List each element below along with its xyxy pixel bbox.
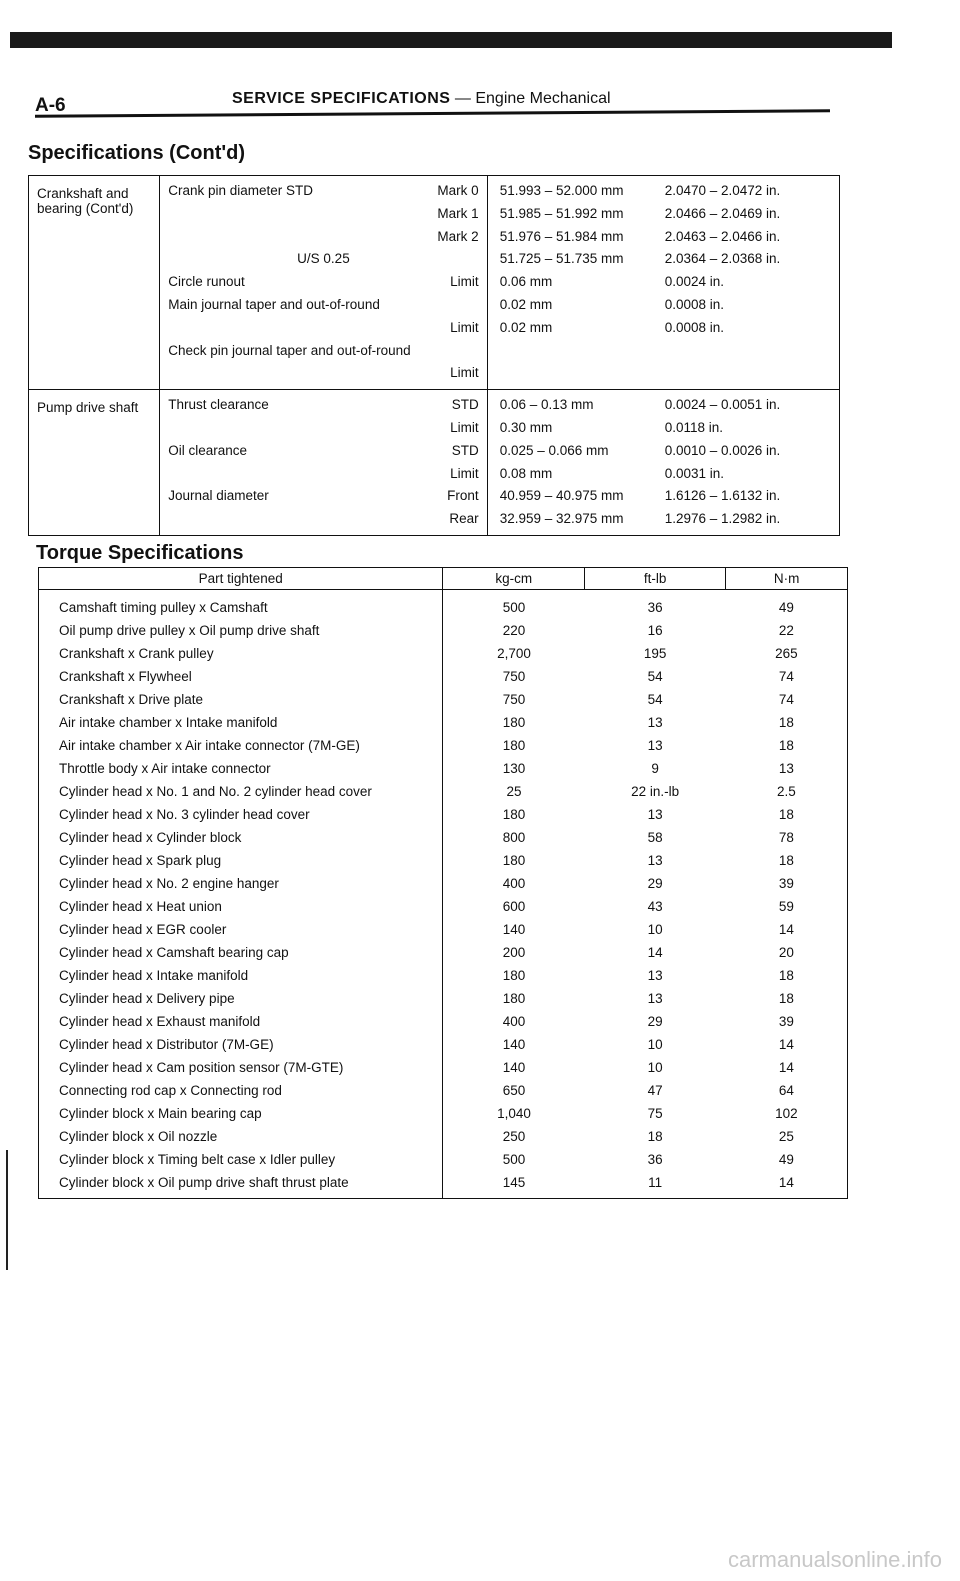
torque-ftlb-value: 18	[647, 1129, 663, 1144]
spec-category-pump: Pump drive shaft	[29, 390, 160, 536]
torque-nm-value: 14	[726, 918, 848, 941]
torque-ftlb-value: 14	[647, 945, 663, 960]
table-row	[39, 895, 848, 918]
torque-ftlb-value: 29	[647, 876, 663, 891]
spec-value-row	[500, 463, 831, 486]
watermark: carmanualsonline.info	[727, 1547, 942, 1572]
torque-part-name: Cylinder head x Cylinder block	[39, 826, 443, 849]
spec-qualifier: Limit	[450, 365, 479, 381]
torque-ftlb-value: 43	[647, 899, 663, 914]
torque-nm-value: 25	[726, 1125, 848, 1148]
torque-ftlb-value: 75	[647, 1106, 663, 1121]
torque-nm-value: 18	[726, 964, 848, 987]
spec-value-inch: 0.0031 in.	[664, 465, 724, 481]
table-row	[39, 1148, 848, 1171]
torque-kgcm-value: 180	[443, 803, 585, 826]
spec-value-mm: 51.985 – 51.992 mm	[499, 205, 624, 221]
spec-condition-label: Thrust clearance	[168, 397, 269, 413]
table-row	[39, 1033, 848, 1056]
spec-value-mm: 0.025 – 0.066 mm	[499, 442, 609, 458]
torque-kgcm-value: 400	[443, 872, 585, 895]
torque-part-name: Oil pump drive pulley x Oil pump drive shaft	[39, 619, 443, 642]
spec-value-row	[500, 440, 831, 463]
spec-value-mm: 0.06 – 0.13 mm	[499, 397, 594, 413]
spec-value-inch: 2.0466 – 2.0469 in.	[664, 205, 781, 221]
torque-part-name: Cylinder head x Spark plug	[39, 849, 443, 872]
spec-value-mm: 32.959 – 32.975 mm	[499, 511, 624, 527]
torque-part-name: Cylinder block x Main bearing cap	[39, 1102, 443, 1125]
torque-part-name: Crankshaft x Drive plate	[39, 688, 443, 711]
table-row	[39, 987, 848, 1010]
torque-ftlb-value: 29	[647, 1014, 663, 1029]
torque-kgcm-value: 1,040	[443, 1102, 585, 1125]
torque-kgcm-value: 25	[443, 780, 585, 803]
torque-kgcm-value: 2,700	[443, 642, 585, 665]
torque-kgcm-value: 220	[443, 619, 585, 642]
torque-part-name: Camshaft timing pulley x Camshaft	[39, 590, 443, 620]
torque-nm-value: 18	[726, 711, 848, 734]
table-row	[39, 964, 848, 987]
spec-value-row	[500, 294, 831, 317]
torque-nm-value: 14	[726, 1056, 848, 1079]
spec-value-mm: 0.08 mm	[499, 465, 553, 481]
table-row	[39, 826, 848, 849]
torque-kgcm-value: 145	[443, 1171, 585, 1199]
spec-condition-row	[168, 203, 478, 226]
page-header	[232, 90, 611, 108]
spec-value-row	[500, 317, 831, 340]
torque-part-name: Cylinder head x Distributor (7M-GE)	[39, 1033, 443, 1056]
torque-nm-value: 22	[726, 619, 848, 642]
torque-nm-value: 64	[726, 1079, 848, 1102]
spec-condition-row	[168, 317, 478, 340]
torque-nm-value: 20	[726, 941, 848, 964]
torque-nm-value: 18	[726, 849, 848, 872]
torque-nm-value: 2.5	[726, 780, 848, 803]
page-number: A-6	[35, 95, 66, 116]
section-title-torque: Torque Specifications	[36, 542, 244, 564]
torque-part-name: Throttle body x Air intake connector	[39, 757, 443, 780]
spec-qualifier: Limit	[450, 465, 479, 481]
spec-qualifier: Mark 1	[437, 205, 479, 221]
torque-kgcm-value: 140	[443, 1033, 585, 1056]
torque-part-name: Cylinder head x Camshaft bearing cap	[39, 941, 443, 964]
torque-part-name: Cylinder head x Intake manifold	[39, 964, 443, 987]
col-header-kgcm: kg-cm	[443, 568, 585, 590]
torque-nm-value: 49	[726, 1148, 848, 1171]
spec-value-mm: 51.976 – 51.984 mm	[499, 228, 624, 244]
torque-part-name: Crankshaft x Crank pulley	[39, 642, 443, 665]
spec-condition-row	[168, 485, 478, 508]
spec-value-mm: 51.725 – 51.735 mm	[499, 251, 624, 267]
torque-kgcm-value: 140	[443, 918, 585, 941]
torque-part-name: Cylinder head x Exhaust manifold	[39, 1010, 443, 1033]
spec-value-row	[500, 271, 831, 294]
torque-part-name: Cylinder block x Oil pump drive shaft thrust plate	[39, 1171, 443, 1199]
col-header-ftlb: ft-lb	[585, 568, 726, 590]
torque-ftlb-value: 10	[647, 1037, 663, 1052]
torque-ftlb-value: 54	[647, 669, 663, 684]
spec-value-inch: 0.0008 in.	[664, 296, 724, 312]
spec-qualifier: STD	[451, 442, 479, 458]
spec-condition-row	[168, 508, 478, 531]
torque-part-name: Cylinder block x Timing belt case x Idler pulley	[39, 1148, 443, 1171]
table-row	[39, 665, 848, 688]
spec-value-row	[500, 203, 831, 226]
torque-kgcm-value: 500	[443, 590, 585, 620]
spec-group-crankshaft	[29, 176, 840, 390]
spec-condition-label: Circle runout	[168, 274, 245, 290]
torque-part-name: Cylinder head x No. 3 cylinder head cover	[39, 803, 443, 826]
torque-kgcm-value: 250	[443, 1125, 585, 1148]
spec-value-row	[500, 417, 831, 440]
spec-value-row	[500, 394, 831, 417]
torque-kgcm-value: 750	[443, 665, 585, 688]
table-row	[39, 918, 848, 941]
spec-condition-row	[168, 226, 478, 249]
torque-nm-value: 39	[726, 872, 848, 895]
spec-value-mm: 0.02 mm	[499, 296, 553, 312]
table-row	[39, 1102, 848, 1125]
table-row	[39, 803, 848, 826]
torque-nm-value: 14	[726, 1171, 848, 1199]
spec-group-pump	[29, 390, 840, 536]
torque-part-name: Connecting rod cap x Connecting rod	[39, 1079, 443, 1102]
torque-kgcm-value: 200	[443, 941, 585, 964]
table-row	[39, 849, 848, 872]
table-row	[39, 872, 848, 895]
table-row	[39, 711, 848, 734]
torque-ftlb-value: 13	[647, 738, 663, 753]
torque-nm-value: 18	[726, 803, 848, 826]
torque-ftlb-value: 9	[651, 761, 659, 776]
torque-nm-value: 74	[726, 688, 848, 711]
spec-condition-label: Journal diameter	[168, 488, 269, 504]
spec-condition-row	[168, 417, 478, 440]
col-header-nm: N·m	[726, 568, 848, 590]
spec-qualifier: Limit	[450, 419, 479, 435]
torque-kgcm-value: 180	[443, 849, 585, 872]
torque-ftlb-value: 11	[585, 1171, 726, 1199]
torque-ftlb-value: 13	[647, 968, 663, 983]
spec-value-row	[500, 248, 831, 271]
spec-value-mm: 0.30 mm	[499, 419, 553, 435]
spec-value-inch: 0.0118 in.	[664, 419, 723, 435]
torque-nm-value: 265	[726, 642, 848, 665]
table-row	[39, 941, 848, 964]
spec-condition-row	[168, 271, 478, 294]
spec-condition-label: Check pin journal taper and out-of-round	[168, 342, 411, 358]
table-row	[39, 688, 848, 711]
torque-ftlb-value: 36	[647, 600, 663, 615]
torque-ftlb-value: 22 in.-lb	[631, 784, 680, 799]
table-row	[39, 619, 848, 642]
torque-kgcm-value: 600	[443, 895, 585, 918]
torque-nm-value: 49	[726, 590, 848, 620]
table-row	[39, 757, 848, 780]
spec-condition-label: Main journal taper and out-of-round	[168, 296, 380, 312]
table-row	[39, 642, 848, 665]
torque-ftlb-value: 36	[647, 1152, 663, 1167]
spec-condition-row	[168, 248, 478, 271]
spec-values-crankshaft	[487, 176, 839, 390]
table-row	[39, 734, 848, 757]
spec-value-inch: 0.0010 – 0.0026 in.	[664, 442, 781, 458]
spec-condition-row	[168, 463, 478, 486]
torque-nm-value: 102	[726, 1102, 848, 1125]
spec-qualifier: Rear	[449, 511, 479, 527]
torque-nm-value: 59	[726, 895, 848, 918]
torque-kgcm-value: 400	[443, 1010, 585, 1033]
spec-condition-label: Oil clearance	[168, 442, 247, 458]
torque-ftlb-value: 13	[647, 715, 663, 730]
torque-ftlb-value: 13	[647, 991, 663, 1006]
scan-margin-line	[6, 1150, 8, 1270]
spec-value-inch: 1.2976 – 1.2982 in.	[664, 511, 781, 527]
spec-condition-row	[168, 294, 478, 317]
torque-ftlb-value: 13	[647, 807, 663, 822]
torque-ftlb-value: 47	[647, 1083, 663, 1098]
spec-values-pump	[487, 390, 839, 536]
torque-part-name: Cylinder head x EGR cooler	[39, 918, 443, 941]
table-row	[39, 590, 848, 620]
spec-value-inch: 2.0463 – 2.0466 in.	[664, 228, 781, 244]
spec-value-row	[500, 485, 831, 508]
torque-kgcm-value: 140	[443, 1056, 585, 1079]
spec-value-inch: 0.0024 in.	[664, 274, 724, 290]
table-row	[39, 1079, 848, 1102]
spec-value-row	[500, 226, 831, 249]
torque-ftlb-value: 54	[647, 692, 663, 707]
torque-part-name: Cylinder block x Oil nozzle	[39, 1125, 443, 1148]
table-row	[39, 780, 848, 803]
torque-part-name: Cylinder head x No. 1 and No. 2 cylinder head cover	[39, 780, 443, 803]
torque-part-name: Air intake chamber x Air intake connector (7M-GE)	[39, 734, 443, 757]
torque-ftlb-value: 10	[647, 922, 663, 937]
table-row	[39, 1010, 848, 1033]
spec-value-mm: 51.993 – 52.000 mm	[499, 183, 624, 198]
spec-conditions-crankshaft	[160, 176, 487, 390]
torque-nm-value: 18	[726, 734, 848, 757]
spec-value-inch: 0.0024 – 0.0051 in.	[664, 397, 781, 413]
table-row	[39, 1171, 848, 1199]
spec-qualifier: STD	[451, 397, 479, 413]
spec-qualifier: Mark 0	[437, 183, 479, 198]
torque-nm-value: 13	[726, 757, 848, 780]
torque-kgcm-value: 750	[443, 688, 585, 711]
torque-kgcm-value: 180	[443, 711, 585, 734]
spec-value-inch: 0.0008 in.	[664, 319, 724, 335]
spec-value-row	[500, 508, 831, 531]
torque-part-name: Cylinder head x Heat union	[39, 895, 443, 918]
spec-condition-row	[168, 180, 478, 203]
spec-conditions-pump	[160, 390, 487, 536]
torque-ftlb-value: 195	[643, 646, 667, 661]
torque-part-name: Cylinder head x Cam position sensor (7M-GTE)	[39, 1056, 443, 1079]
torque-ftlb-value: 13	[647, 853, 663, 868]
torque-ftlb-value: 58	[647, 830, 663, 845]
torque-part-name: Air intake chamber x Intake manifold	[39, 711, 443, 734]
spec-value-mm: 0.06 mm	[499, 274, 553, 290]
torque-header-row	[39, 568, 848, 590]
torque-ftlb-value: 16	[647, 623, 663, 638]
scan-top-bar	[10, 32, 892, 48]
spec-qualifier: Limit	[450, 319, 479, 335]
torque-rows	[39, 590, 848, 1199]
header-title: SERVICE SPECIFICATIONS	[232, 90, 451, 107]
torque-kgcm-value: 130	[443, 757, 585, 780]
col-header-part: Part tightened	[39, 568, 443, 590]
header-subtitle: Engine Mechanical	[475, 90, 611, 107]
torque-nm-value: 78	[726, 826, 848, 849]
spec-value-inch: 2.0470 – 2.0472 in.	[664, 183, 781, 198]
torque-nm-value: 18	[726, 987, 848, 1010]
torque-kgcm-value: 500	[443, 1148, 585, 1171]
spec-value-mm: 0.02 mm	[499, 319, 553, 335]
torque-part-name: Crankshaft x Flywheel	[39, 665, 443, 688]
spec-value-mm: 40.959 – 40.975 mm	[499, 488, 624, 504]
torque-kgcm-value: 180	[443, 964, 585, 987]
spec-condition-label: U/S 0.25	[297, 251, 350, 267]
torque-part-name: Cylinder head x Delivery pipe	[39, 987, 443, 1010]
spec-qualifier: Front	[447, 488, 479, 504]
header-separator: —	[454, 90, 471, 107]
spec-qualifier: Mark 2	[437, 228, 479, 244]
spec-value-row	[500, 180, 831, 203]
torque-nm-value: 74	[726, 665, 848, 688]
specifications-table	[28, 175, 840, 536]
spec-value-inch: 2.0364 – 2.0368 in.	[664, 251, 781, 267]
table-row	[39, 1056, 848, 1079]
header-rule	[35, 109, 830, 118]
torque-kgcm-value: 180	[443, 734, 585, 757]
section-title-specifications: Specifications (Cont'd)	[28, 142, 245, 164]
torque-ftlb-value: 10	[647, 1060, 663, 1075]
spec-condition-row	[168, 362, 478, 385]
spec-qualifier: Limit	[450, 274, 479, 290]
spec-value-inch: 1.6126 – 1.6132 in.	[664, 488, 781, 504]
table-row	[39, 1125, 848, 1148]
spec-condition-row	[168, 440, 478, 463]
torque-kgcm-value: 800	[443, 826, 585, 849]
torque-kgcm-value: 180	[443, 987, 585, 1010]
spec-condition-label: Crank pin diameter STD	[168, 183, 314, 198]
torque-kgcm-value: 650	[443, 1079, 585, 1102]
torque-nm-value: 39	[726, 1010, 848, 1033]
spec-category-crankshaft: Crankshaft and bearing (Cont'd)	[29, 176, 160, 390]
torque-part-name: Cylinder head x No. 2 engine hanger	[39, 872, 443, 895]
torque-table	[38, 567, 848, 1199]
torque-nm-value: 14	[726, 1033, 848, 1056]
spec-condition-row	[168, 340, 478, 363]
spec-condition-row	[168, 394, 478, 417]
